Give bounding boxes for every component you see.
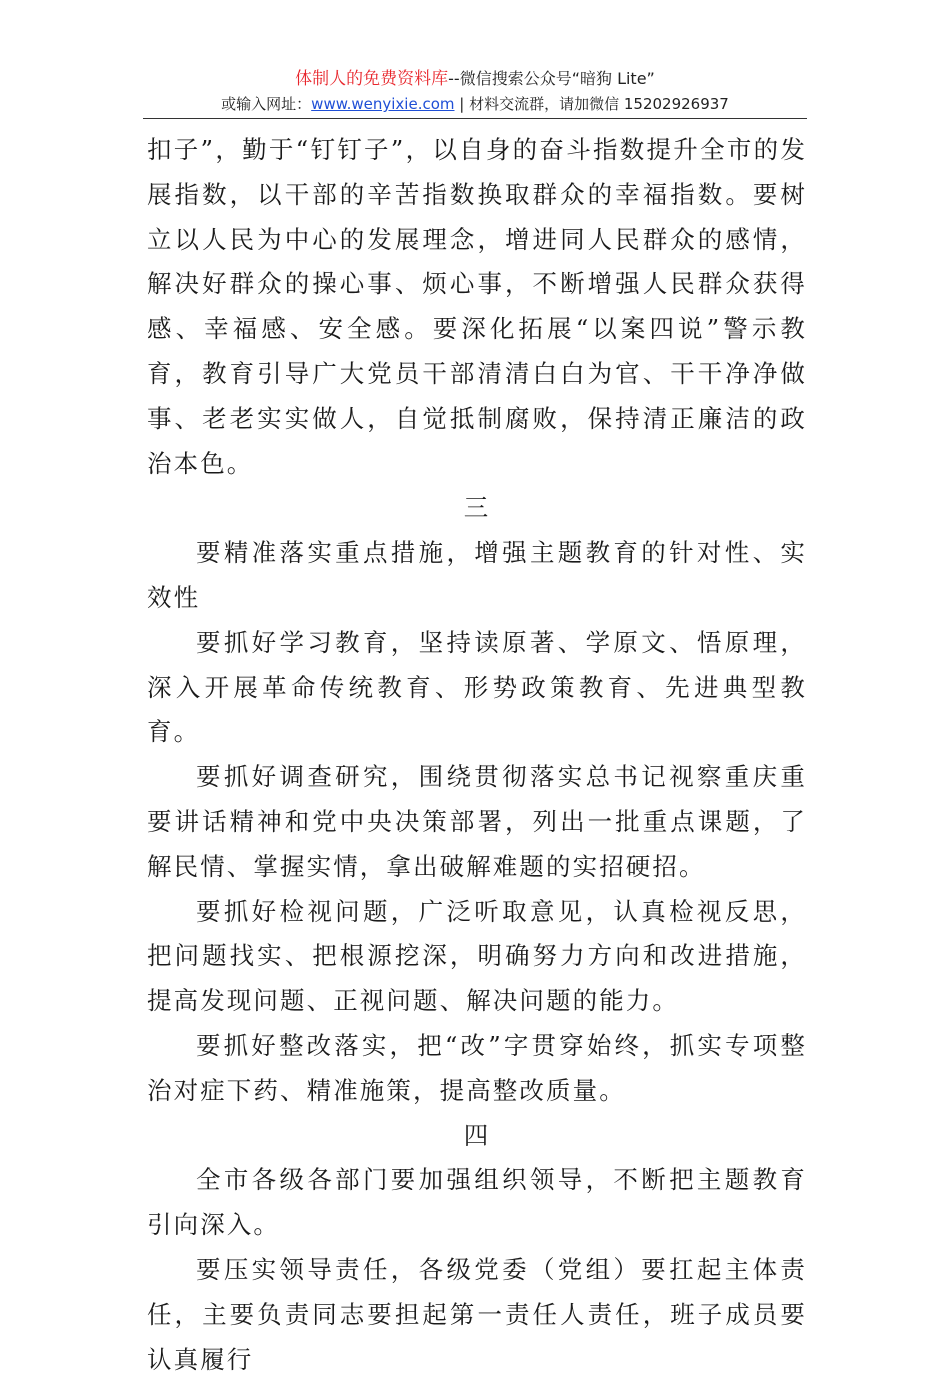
section-heading-3: 三 xyxy=(463,493,491,523)
url-prefix: 或输入网址： xyxy=(221,95,312,113)
paragraph-4: 要抓好学习教育，坚持读原著、学原文、悟原理，深入开展革命传统教育、形势政策教育、先进典型教育。 xyxy=(147,627,807,747)
paragraph-10: 要压实领导责任，各级党委（党组）要扛起主体责任，主要负责同志要担起第一责任人责任，班子成员要认真履行 xyxy=(147,1254,807,1374)
paragraph-6: 要抓好检视问题，广泛听取意见，认真检视反思，把问题找实、把根源挖深，明确努力方向和改进措施，提高发现问题、正视问题、解决问题的能力。 xyxy=(147,896,807,1016)
paragraph-9: 全市各级各部门要加强组织领导，不断把主题教育引向深入。 xyxy=(147,1165,807,1240)
header-tagline: --微信搜索公众号“暗狗 Lite” xyxy=(448,69,655,88)
paragraph-5: 要抓好调查研究，围绕贯彻落实总书记视察重庆重要讲话精神和党中央决策部署，列出一批重点课题，了解民情、掌握实情，拿出破解难题的实招硬招。 xyxy=(147,762,807,881)
header-line-1 xyxy=(0,68,950,90)
paragraph-1: 扣子”，勤于“钉钉子”，以自身的奋斗指数提升全市的发展指数，以干部的辛苦指数换取群众的幸福指数。要树立以人民为中心的发展理念，增进同人民群众的感情，解决好群众的操心事、烦心事，不断增强人民群众获得感、幸福感、安全感。要深化拓展“以案四说”警示教育，教育引导广大党员干部清清白白为官、干干净净做事、老老实实做人，自觉抵制腐败，保持清正廉洁的政治本色。 xyxy=(147,135,807,478)
paragraph-7: 要抓好整改落实，把“改”字贯穿始终，抓实专项整治对症下药、精准施策，提高整改质量。 xyxy=(147,1030,807,1105)
contact-info: | 材料交流群，请加微信 15202926937 xyxy=(454,95,729,113)
brand-title: 体制人的免费资料库 xyxy=(295,69,449,89)
website-link[interactable]: www.wenyixie.com xyxy=(311,95,455,113)
header-divider xyxy=(143,118,807,119)
document-body xyxy=(147,128,807,1382)
paragraph-3: 要精准落实重点措施，增强主题教育的针对性、实效性 xyxy=(147,538,807,612)
header-line-2 xyxy=(0,93,950,115)
section-heading-4: 四 xyxy=(463,1120,491,1150)
